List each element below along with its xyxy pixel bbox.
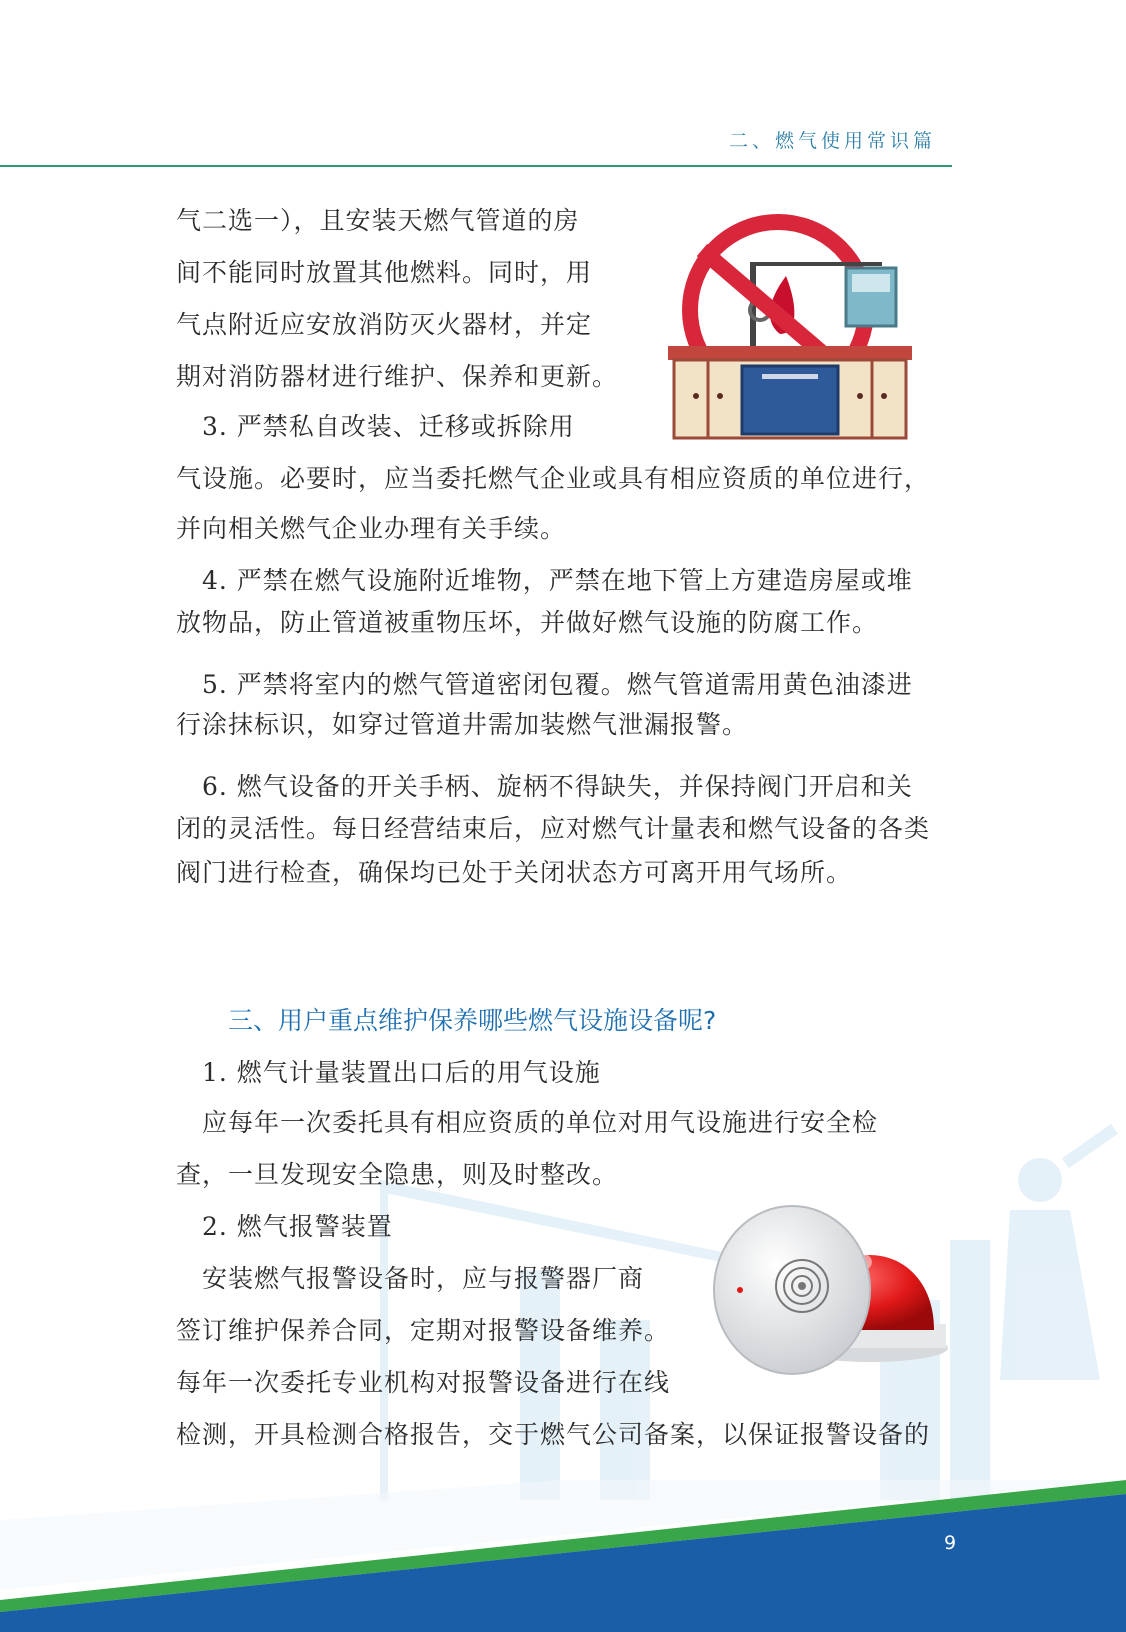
paragraph-line: 4. 严禁在燃气设施附近堆物，严禁在地下管上方建造房屋或堆 (176, 566, 913, 595)
paragraph-line: 3. 严禁私自改装、迁移或拆除用 (176, 412, 575, 441)
header-title: 二、燃气使用常识篇 (728, 130, 936, 152)
paragraph-line: 闭的灵活性。每日经营结束后，应对燃气计量表和燃气设备的各类 (176, 814, 931, 843)
paragraph-line: 放物品，防止管道被重物压坏，并做好燃气设施的防腐工作。 (176, 608, 879, 637)
paragraph-line: 间不能同时放置其他燃料。同时，用 (176, 258, 593, 287)
paragraph-line: 气点附近应安放消防灭火器材，并定 (176, 310, 593, 339)
section-heading: 三、用户重点维护保养哪些燃气设施设备呢? (228, 1006, 717, 1035)
paragraph-line: 1. 燃气计量装置出口后的用气设施 (176, 1058, 601, 1087)
paragraph-line: 阀门进行检查，确保均已处于关闭状态方可离开用气场所。 (176, 858, 853, 887)
paragraph-line: 安装燃气报警设备时，应与报警器厂商 (176, 1264, 645, 1293)
paragraph-line: 行涂抹标识，如穿过管道井需加装燃气泄漏报警。 (176, 710, 749, 739)
paragraph-line: 签订维护保养合同，定期对报警设备维养。 (176, 1316, 671, 1345)
page-number: 9 (944, 1532, 957, 1554)
footer-band (0, 1480, 1126, 1632)
header-divider (0, 165, 952, 167)
paragraph-line: 气设施。必要时，应当委托燃气企业或具有相应资质的单位进行， (176, 464, 931, 493)
paragraph-line: 查，一旦发现安全隐患，则及时整改。 (176, 1160, 619, 1189)
paragraph-line: 并向相关燃气企业办理有关手续。 (176, 514, 567, 543)
paragraph-line: 气二选一），且安装天燃气管道的房 (176, 206, 580, 235)
paragraph-line: 每年一次委托专业机构对报警设备进行在线 (176, 1368, 671, 1397)
paragraph-line: 2. 燃气报警装置 (176, 1212, 393, 1241)
gas-alarm-detector-icon (710, 1190, 950, 1390)
paragraph-line: 应每年一次委托具有相应资质的单位对用气设施进行安全检 (176, 1108, 879, 1137)
paragraph-line: 5. 严禁将室内的燃气管道密闭包覆。燃气管道需用黄色油漆进 (176, 670, 913, 699)
paragraph-line: 检测，开具检测合格报告，交于燃气公司备案，以保证报警设备的 (176, 1420, 931, 1449)
paragraph-line: 期对消防器材进行维护、保养和更新。 (176, 362, 619, 391)
no-other-fuel-kitchen-icon (668, 210, 924, 446)
paragraph-line: 6. 燃气设备的开关手柄、旋柄不得缺失，并保持阀门开启和关 (176, 772, 913, 801)
